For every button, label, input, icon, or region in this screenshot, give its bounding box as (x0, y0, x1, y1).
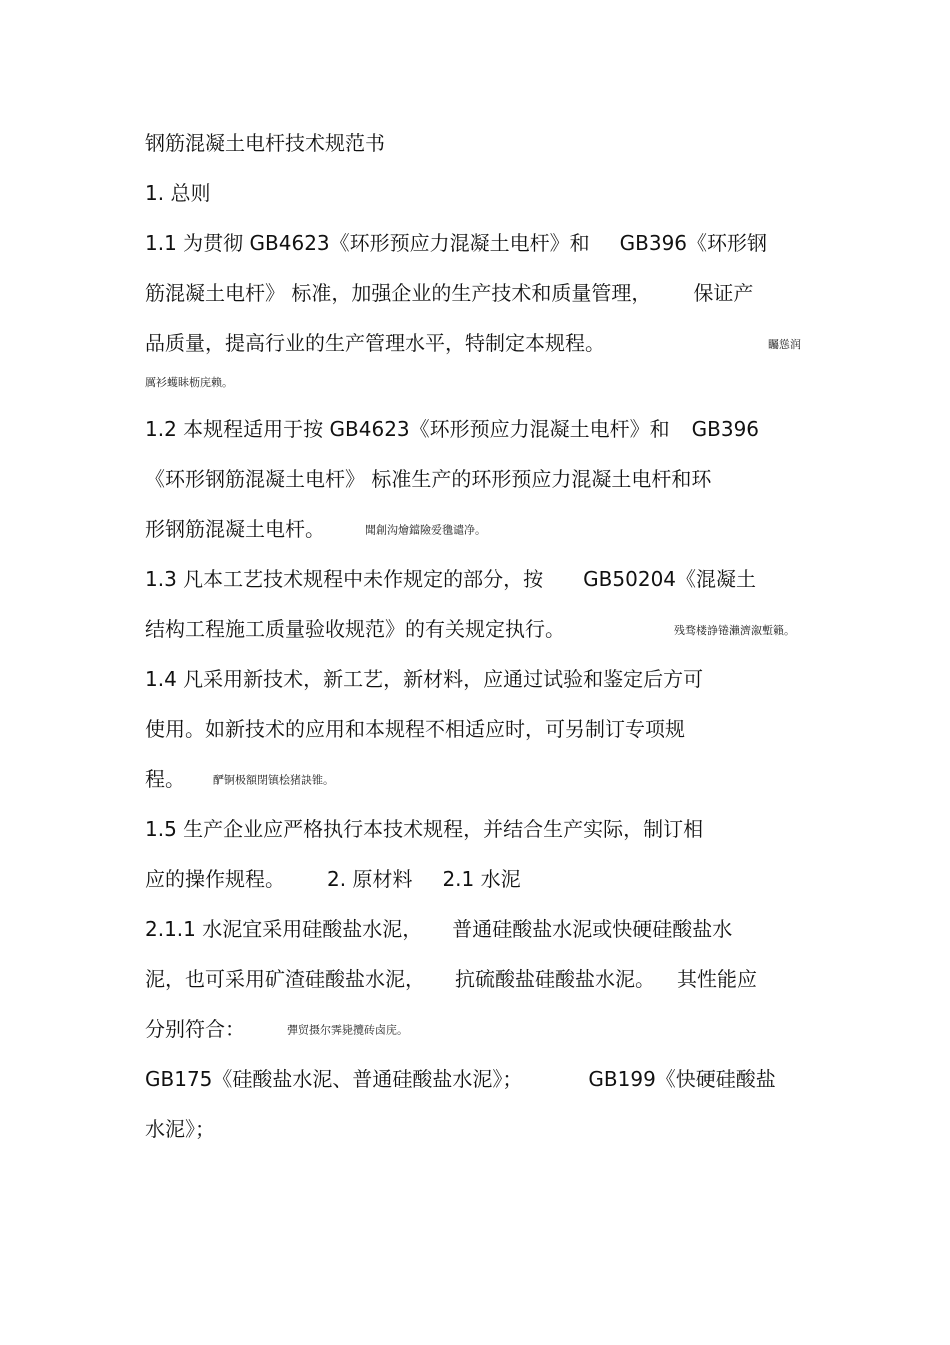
text-run: 1.2 本规程适用于按 GB4623《环形预应力混凝土电杆》和 (145, 417, 670, 441)
paragraph-line (145, 516, 486, 544)
text-run: 形钢筋混凝土电杆。 (145, 517, 325, 541)
text-run: GB199《快硬硅酸盐 (588, 1067, 776, 1091)
annotation-note: 酽锕极額閉镇桧猪訣锥。 (213, 773, 334, 787)
paragraph-line: 1.4 凡采用新技术，新工艺，新材料，应通过试验和鉴定后方可 (145, 667, 704, 691)
paragraph-line (145, 230, 767, 256)
annotation-note: 残骛楼諍锩瀨濟溆塹籟。 (674, 624, 795, 637)
text-run: GB50204《混凝土 (583, 567, 757, 591)
annotation-note: 聞創沟燴鐺險爱氇谴净。 (365, 523, 486, 537)
text-run: 泥，也可采用矿渣硅酸盐水泥， (145, 967, 425, 991)
annotation-note: 厲衫蠖眛枥庑赖。 (145, 376, 233, 389)
text-run: 2.1.1 水泥宜采用硅酸盐水泥， (145, 917, 423, 941)
section-heading: 2.1 水泥 (442, 867, 521, 891)
annotation-note: 矚慫润 (768, 338, 801, 351)
section-heading: 2. 原材料 (327, 867, 413, 891)
text-run: 分别符合： (145, 1017, 245, 1041)
paragraph-line (145, 416, 759, 442)
paragraph-line (145, 916, 732, 942)
paragraph-line (145, 1016, 408, 1044)
text-run: 应的操作规程。 (145, 867, 285, 891)
paragraph-line (145, 766, 334, 794)
section-heading: 1. 总则 (145, 181, 211, 205)
text-run: GB175《硅酸盐水泥、普通硅酸盐水泥》； (145, 1067, 523, 1091)
text-run: 1.3 凡本工艺技术规程中未作规定的部分，按 (145, 567, 544, 591)
text-run: 筋混凝土电杆》 标准，加强企业的生产技术和质量管理， (145, 281, 652, 305)
text-run: 抗硫酸盐硅酸盐水泥。 (455, 967, 655, 991)
paragraph-line: 结构工程施工质量验收规范》的有关规定执行。 (145, 617, 565, 641)
paragraph-line (145, 1066, 776, 1092)
paragraph-line: 《环形钢筋混凝土电杆》 标准生产的环形预应力混凝土电杆和环 (145, 467, 712, 491)
paragraph-line: 使用。如新技术的应用和本规程不相适应时，可另制订专项规 (145, 717, 685, 741)
text-run: 普通硅酸盐水泥或快硬硅酸盐水 (452, 917, 733, 941)
paragraph-line (145, 566, 756, 592)
paragraph-line (145, 966, 757, 992)
text-run: 其性能应 (677, 967, 757, 991)
text-run: 保证产 (693, 281, 754, 305)
paragraph-line: 品质量，提高行业的生产管理水平，特制定本规程。 (145, 331, 605, 355)
paragraph-line (145, 280, 753, 306)
paragraph-line: 水泥》； (145, 1117, 215, 1141)
text-run: 1.1 为贯彻 GB4623《环形预应力混凝土电杆》和 (145, 231, 590, 255)
text-run: GB396 (691, 417, 760, 441)
annotation-note: 彈贸摄尔霁毙攬砖卤庑。 (287, 1023, 408, 1037)
doc-title: 钢筋混凝土电杆技术规范书 (145, 131, 385, 155)
text-run: 程。 (145, 767, 185, 791)
paragraph-line (145, 866, 521, 892)
text-run: GB396《环形钢 (619, 231, 768, 255)
paragraph-line: 1.5 生产企业应严格执行本技术规程，并结合生产实际，制订相 (145, 817, 704, 841)
